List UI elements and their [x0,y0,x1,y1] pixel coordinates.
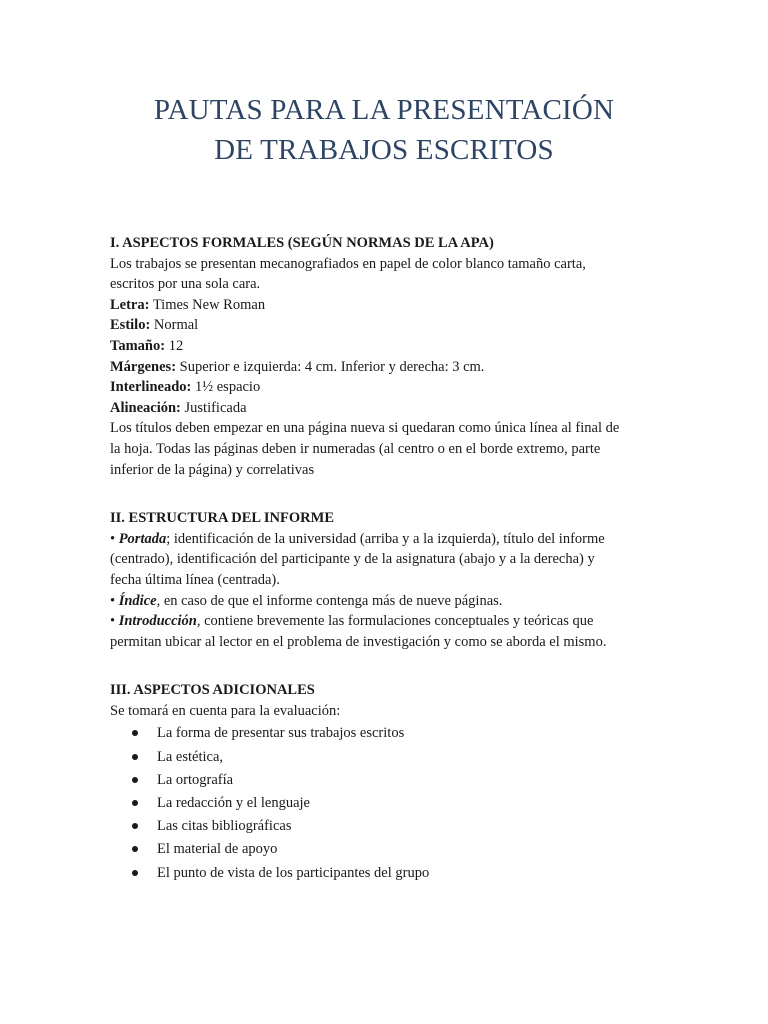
list-item [110,792,670,815]
spec-label: Alineación: [110,399,181,416]
spec-value: 12 [165,337,184,354]
spec-margenes [110,357,670,378]
paragraph-line: Se tomará en cuenta para la evaluación: [110,702,341,719]
paragraph-line: fecha última línea (centrada). [110,571,280,588]
bullet-text: , contiene brevemente las formulaciones conceptuales y teóricas que [196,613,594,630]
spec-label: Estilo: [110,317,151,334]
bullet-portada [110,529,670,550]
list-item [110,815,670,838]
spec-tamano [110,336,670,357]
spec-label: Letra: [110,296,150,313]
bullet-icon [132,777,138,783]
term-portada: Portada [118,530,167,547]
bullet-text: ; identificación de la universidad (arriba y a la izquierda), título del informe [166,530,605,547]
list-item-text: La forma de presentar sus trabajos escritos [157,725,405,742]
bullet-icon [132,870,138,876]
title-line-2: DE TRABAJOS ESCRITOS [214,134,554,166]
list-item-text: Las citas bibliográficas [157,818,292,835]
section-heading-adicionales: III. ASPECTOS ADICIONALES [110,682,315,699]
paragraph-line: Los trabajos se presentan mecanografiados en papel de color blanco tamaño carta, [110,255,586,272]
bullet-icon [132,754,138,760]
spec-label: Interlineado: [110,379,192,396]
title-line-1: PAUTAS PARA LA PRESENTACIÓN [153,94,615,126]
bullet-icon [132,800,138,806]
bullet-icon: • [110,592,116,609]
spec-value: 1½ espacio [191,379,261,396]
paragraph-line: Los títulos deben empezar en una página nueva si quedaran como única línea al final de [110,420,620,437]
section-heading-formales: I. ASPECTOS FORMALES (SEGÚN NORMAS DE LA APA) [110,235,494,251]
list-item-text: La estética, [157,748,224,765]
list-item [110,838,670,861]
list-item-text: La redacción y el lenguaje [157,795,310,812]
spec-value: Times New Roman [149,296,266,313]
list-item-text: El material de apoyo [157,841,278,858]
list-item-text: La ortografía [157,771,234,788]
spec-label: Márgenes: [110,358,177,375]
list-item [110,769,670,792]
spec-estilo [110,315,670,336]
bullet-icon [132,730,138,736]
spec-label: Tamaño: [110,337,166,354]
section-heading-estructura: II. ESTRUCTURA DEL INFORME [110,510,334,527]
list-item [110,862,670,885]
document-title [0,90,768,170]
term-introduccion: Introducción [118,613,197,630]
list-item-text: El punto de vista de los participantes del grupo [157,864,430,881]
list-item [110,722,670,745]
spec-value: Superior e izquierda: 4 cm. Inferior y derecha: 3 cm. [176,358,485,375]
bullet-icon [132,823,138,829]
bullet-icon [132,846,138,852]
list-item [110,746,670,769]
spec-letra [110,295,670,316]
spec-value: Justificada [180,399,247,416]
bullet-introduccion [110,611,670,632]
evaluation-list [110,722,670,884]
bullet-icon: • [110,613,116,630]
paragraph-line: la hoja. Todas las páginas deben ir numeradas (al centro o en el borde extremo, parte [110,440,601,457]
bullet-text: , en caso de que el informe contenga más de nueve páginas. [156,592,503,609]
bullet-indice [110,591,670,612]
spec-alineacion [110,398,670,419]
term-indice: Índice [118,592,157,609]
paragraph-line: (centrado), identificación del participante y de la asignatura (abajo y a la derecha) y [110,551,595,568]
paragraph-line: inferior de la página) y correlativas [110,461,315,478]
paragraph-line: permitan ubicar al lector en el problema de investigación y como se aborda el mismo. [110,633,607,650]
bullet-icon: • [110,530,116,547]
spec-value: Normal [150,317,199,334]
paragraph-line: escritos por una sola cara. [110,276,261,293]
spec-interlineado [110,377,670,398]
document-body [110,233,670,885]
